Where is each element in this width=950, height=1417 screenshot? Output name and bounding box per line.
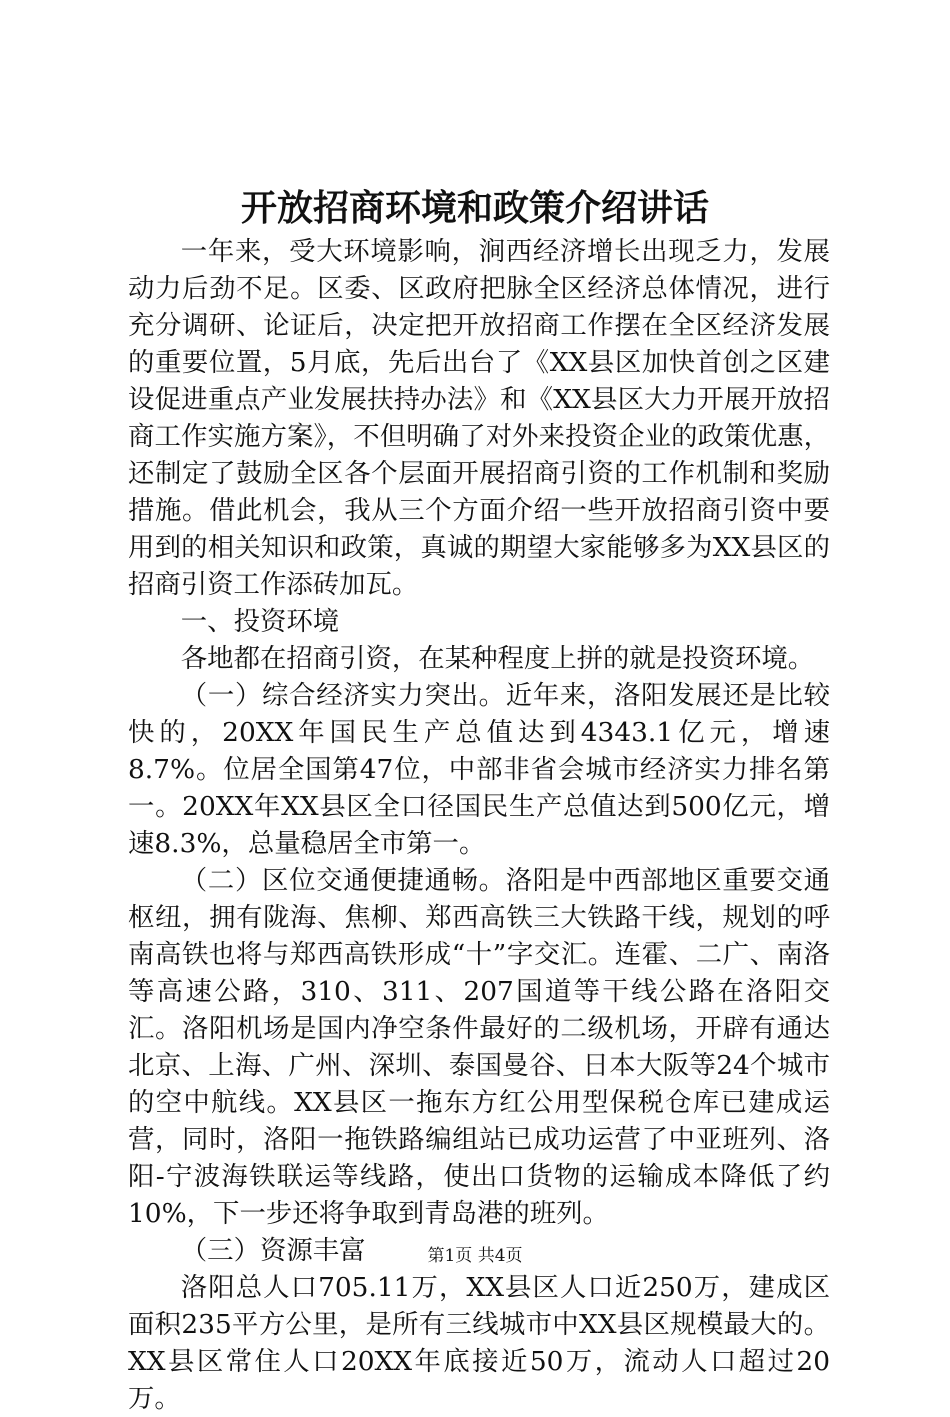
economic-strength-paragraph: （一）综合经济实力突出。近年来，洛阳发展还是比较快的，20XX年国民生产总值达到4343.1亿元，增速8.7%。位居全国第47位，中部非省会城市经济实力排名第一。20XX年XX县区全口径国民生产总值达到500亿元，增速8.3%，总量稳居全市第一。 (128, 680, 830, 859)
transport-paragraph: （二）区位交通便捷通畅。洛阳是中西部地区重要交通枢纽，拥有陇海、焦柳、郑西高铁三大铁路干线，规划的呼南高铁也将与郑西高铁形成“十”字交汇。连霍、二广、南洛等高速公路，310、311、207国道等干线公路在洛阳交汇。洛阳机场是国内净空条件最好的二级机场，开辟有通达北京、上海、广州、深圳、泰国曼谷、日本大阪等24个城市的空中航线。XX县区一拖东方红公用型保税仓库已建成运营，同时，洛阳一拖铁路编组站已成功运营了中亚班列、洛阳-宁波海铁联运等线路，使出口货物的运输成本降低了约10%，下一步还将争取到青岛港的班列。 (128, 865, 830, 1229)
document-body (128, 233, 830, 1417)
section-lead-paragraph: 各地都在招商引资，在某种程度上拼的就是投资环境。 (180, 643, 815, 674)
intro-paragraph: 一年来，受大环境影响，涧西经济增长出现乏力，发展动力后劲不足。区委、区政府把脉全区经济总体情况，进行充分调研、论证后，决定把开放招商工作摆在全区经济发展的重要位置，5月底，先后出台了《XX县区加快首创之区建设促进重点产业发展扶持办法》和《XX县区大力开展开放招商工作实施方案》，不但明确了对外来投资企业的政策优惠，还制定了鼓励全区各个层面开展招商引资的工作机制和奖励措施。借此机会，我从三个方面介绍一些开放招商引资中要用到的相关知识和政策，真诚的期望大家能够多为XX县区的招商引资工作添砖加瓦。 (128, 236, 830, 600)
page-footer: 第1页 共4页 (427, 1246, 523, 1266)
resources-heading: （三）资源丰富 (180, 1235, 366, 1266)
population-paragraph: 洛阳总人口705.11万，XX县区人口近250万，建成区面积235平方公里，是所有三线城市中XX县区规模最大的。XX县区常住人口20XX年底接近50万，流动人口超过20万。 (128, 1272, 830, 1414)
section-heading-investment-environment: 一、投资环境 (180, 606, 340, 637)
document-title: 开放招商环境和政策介绍讲话 (240, 187, 709, 229)
